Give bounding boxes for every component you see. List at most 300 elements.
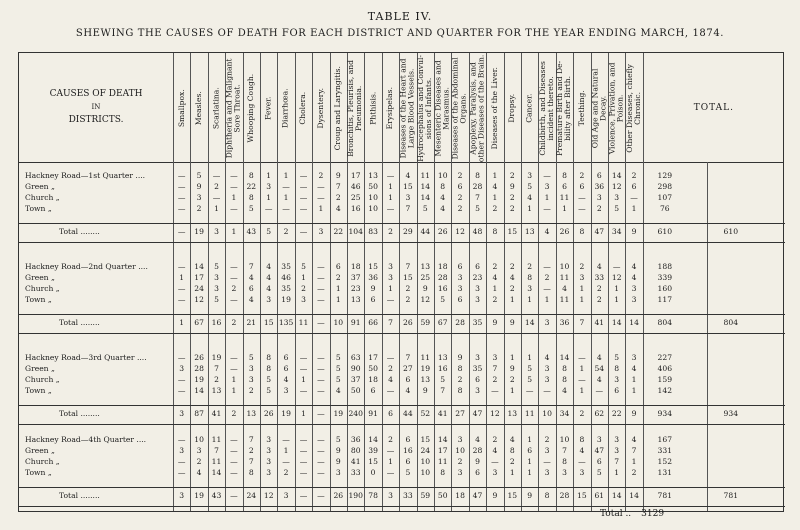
row-cell: — bbox=[177, 193, 186, 202]
row-cell: 14 bbox=[629, 491, 639, 500]
row-cell: 3 bbox=[266, 446, 272, 455]
row-cell: 7 bbox=[214, 446, 219, 455]
row-cell: — bbox=[299, 446, 308, 455]
row-cell: 1 bbox=[492, 284, 498, 293]
column-header-line: bility after Birth. bbox=[563, 75, 573, 141]
table-row bbox=[19, 457, 783, 468]
row-cell: 2 bbox=[509, 171, 515, 180]
row-cell: 1 bbox=[388, 193, 393, 202]
row-cell: 7 bbox=[248, 457, 254, 466]
row-cell: — bbox=[317, 409, 325, 418]
row-cell: 7 bbox=[405, 262, 411, 271]
column-header bbox=[415, 54, 434, 162]
row-cell: 80 bbox=[350, 446, 361, 455]
row-cell: — bbox=[317, 457, 325, 466]
row-cell: — bbox=[177, 262, 186, 271]
row-cell: 7 bbox=[614, 457, 620, 466]
row-cell: 28 bbox=[559, 491, 570, 500]
row-cell: 0 bbox=[370, 468, 376, 477]
row-cell: 135 bbox=[278, 318, 294, 327]
total-rule bbox=[19, 223, 785, 224]
row-cell: 10 bbox=[542, 409, 552, 418]
row-cell: 3 bbox=[283, 386, 289, 395]
row-cell: 10 bbox=[420, 468, 431, 477]
column-header bbox=[591, 57, 608, 159]
row-cell: 3 bbox=[614, 193, 620, 202]
row-cell: 12 bbox=[611, 273, 622, 282]
row-cell: — bbox=[543, 171, 551, 180]
row-cell: 9 bbox=[509, 182, 515, 191]
row-cell: 8 bbox=[579, 227, 585, 236]
row-label: Town „ bbox=[25, 468, 52, 477]
row-cell: 2 bbox=[283, 468, 289, 477]
row-total: 107 bbox=[657, 193, 673, 202]
row-cell: 8 bbox=[440, 182, 446, 191]
row-cell: 5 bbox=[440, 295, 446, 304]
row-cell: 15 bbox=[507, 491, 518, 500]
row-cell: — bbox=[317, 182, 325, 191]
row-label: Town „ bbox=[25, 204, 52, 213]
row-cell: 22 bbox=[611, 409, 622, 418]
row-cell: 2 bbox=[492, 375, 498, 384]
row-cell: 16 bbox=[350, 204, 361, 213]
row-label: Church „ bbox=[25, 457, 60, 466]
column-header-line: Cholera. bbox=[298, 91, 308, 125]
row-cell: 7 bbox=[248, 262, 254, 271]
table-row bbox=[19, 468, 783, 479]
row-cell: 39 bbox=[368, 446, 378, 455]
row-total: 152 bbox=[657, 457, 673, 466]
row-cell: 5 bbox=[266, 386, 272, 395]
row-cell: 1 bbox=[388, 284, 393, 293]
row-cell: 44 bbox=[403, 409, 413, 418]
row-cell: 35 bbox=[472, 364, 483, 373]
row-cell: 1 bbox=[231, 193, 237, 202]
row-cell: 18 bbox=[350, 262, 361, 271]
row-cell: 13 bbox=[350, 295, 361, 304]
column-header bbox=[608, 57, 625, 159]
row-cell: 2 bbox=[596, 204, 602, 213]
row-cell: 41 bbox=[211, 409, 222, 418]
row-cell: 3 bbox=[544, 182, 550, 191]
row-label: Town „ bbox=[25, 295, 52, 304]
row-cell: — bbox=[386, 468, 395, 477]
row-cell: 7 bbox=[405, 204, 411, 213]
column-header-line: Decay. bbox=[598, 95, 608, 121]
column-header-line: Violence, Privation, and bbox=[607, 62, 617, 154]
row-cell: 2 bbox=[596, 284, 602, 293]
row-cell: 4 bbox=[492, 446, 498, 455]
column-header-line: Chronic. bbox=[633, 91, 643, 125]
row-cell: 4 bbox=[596, 353, 602, 362]
total-row bbox=[19, 227, 783, 238]
row-cell: 90 bbox=[350, 364, 361, 373]
row-cell: — bbox=[299, 491, 308, 500]
column-header-line: Whooping Cough. bbox=[246, 73, 256, 143]
row-label: Hackney Road—2nd Quarter .... bbox=[25, 262, 148, 271]
row-cell: 1 bbox=[614, 295, 620, 304]
row-cell: 4 bbox=[248, 295, 254, 304]
row-cell: — bbox=[317, 284, 325, 293]
column-header-line: Measles. bbox=[193, 91, 203, 125]
row-cell: 7 bbox=[579, 318, 585, 327]
row-label: Hackney Road—4th Quarter .... bbox=[25, 435, 147, 444]
row-cell: 29 bbox=[403, 227, 413, 236]
table-title: TABLE IV. bbox=[367, 10, 433, 23]
column-header-line: Smallpox. bbox=[176, 89, 186, 127]
column-header bbox=[521, 57, 538, 159]
row-cell: 7 bbox=[388, 318, 393, 327]
row-cell: — bbox=[612, 262, 621, 271]
row-cell: 2 bbox=[231, 284, 237, 293]
row-cell: 6 bbox=[614, 386, 620, 395]
row-cell: 2 bbox=[492, 435, 498, 444]
row-cell: 2 bbox=[457, 457, 463, 466]
row-label: Green „ bbox=[25, 364, 55, 373]
row-cell: 61 bbox=[594, 491, 605, 500]
row-cell: 17 bbox=[368, 353, 378, 362]
quarter-grand-total: 934 bbox=[723, 409, 739, 418]
causes-header-line-2: IN bbox=[91, 103, 101, 111]
row-cell: 10 bbox=[559, 435, 570, 444]
row-cell: 24 bbox=[246, 491, 257, 500]
row-cell: — bbox=[386, 386, 395, 395]
row-cell: 3 bbox=[544, 446, 550, 455]
row-cell: — bbox=[177, 204, 186, 213]
row-cell: — bbox=[491, 386, 499, 395]
column-header bbox=[225, 57, 242, 159]
row-total: 781 bbox=[657, 491, 673, 500]
row-cell: 3 bbox=[614, 446, 620, 455]
row-cell: — bbox=[230, 295, 238, 304]
row-cell: 16 bbox=[437, 364, 448, 373]
total-rule bbox=[19, 405, 785, 406]
row-cell: 3 bbox=[457, 273, 463, 282]
row-cell: 13 bbox=[368, 171, 378, 180]
row-cell: — bbox=[177, 457, 186, 466]
column-header bbox=[382, 57, 399, 159]
row-cell: 8 bbox=[562, 171, 567, 180]
row-cell: 6 bbox=[370, 386, 376, 395]
row-cell: 28 bbox=[472, 182, 483, 191]
row-cell: 5 bbox=[614, 353, 620, 362]
row-cell: 1 bbox=[179, 318, 185, 327]
row-cell: 1 bbox=[527, 204, 533, 213]
row-cell: 2 bbox=[388, 364, 393, 373]
table-row bbox=[19, 446, 783, 457]
row-cell: 4 bbox=[562, 386, 567, 395]
row-cell: 36 bbox=[368, 273, 378, 282]
row-cell: 14 bbox=[194, 262, 204, 271]
row-cell: — bbox=[282, 204, 290, 213]
row-cell: 1 bbox=[631, 375, 637, 384]
row-cell: — bbox=[212, 171, 221, 180]
row-cell: 2 bbox=[631, 468, 637, 477]
row-cell: — bbox=[317, 353, 325, 362]
column-header-line: Scarlatina. bbox=[211, 87, 221, 129]
row-cell: 8 bbox=[614, 364, 620, 373]
row-cell: 2 bbox=[527, 262, 533, 271]
table-row bbox=[19, 204, 783, 215]
row-cell: 41 bbox=[437, 409, 448, 418]
row-cell: 4 bbox=[544, 227, 550, 236]
row-cell: 1 bbox=[631, 204, 637, 213]
row-cell: 26 bbox=[263, 409, 274, 418]
row-cell: — bbox=[543, 386, 551, 395]
row-cell: 3 bbox=[596, 435, 602, 444]
row-cell: 2 bbox=[335, 273, 341, 282]
row-cell: 3 bbox=[214, 273, 219, 282]
row-cell: 67 bbox=[437, 318, 448, 327]
row-cell: — bbox=[299, 364, 308, 373]
row-cell: 5 bbox=[422, 204, 428, 213]
row-total: 610 bbox=[657, 227, 673, 236]
row-cell: 91 bbox=[368, 409, 378, 418]
row-cell: 19 bbox=[194, 227, 204, 236]
row-cell: 35 bbox=[281, 262, 291, 271]
row-cell: 7 bbox=[405, 353, 411, 362]
row-cell: 36 bbox=[594, 182, 605, 191]
row-cell: 4 bbox=[544, 353, 550, 362]
row-cell: 3 bbox=[596, 193, 602, 202]
row-cell: 2 bbox=[405, 295, 411, 304]
row-label: Total ........ bbox=[59, 491, 100, 500]
row-cell: — bbox=[230, 435, 238, 444]
row-cell: 3 bbox=[457, 468, 463, 477]
row-cell: 14 bbox=[420, 182, 431, 191]
row-cell: 1 bbox=[579, 364, 585, 373]
row-cell: — bbox=[299, 204, 308, 213]
row-cell: 18 bbox=[368, 375, 378, 384]
row-cell: 240 bbox=[348, 409, 363, 418]
row-cell: 104 bbox=[348, 227, 363, 236]
row-cell: 11 bbox=[437, 457, 448, 466]
row-total: 804 bbox=[657, 318, 673, 327]
row-cell: 2 bbox=[388, 227, 393, 236]
row-cell: — bbox=[386, 204, 395, 213]
row-cell: 11 bbox=[420, 171, 431, 180]
row-cell: 6 bbox=[370, 295, 376, 304]
row-cell: 28 bbox=[455, 318, 465, 327]
row-cell: 13 bbox=[420, 262, 431, 271]
causes-header bbox=[19, 53, 173, 162]
row-label: Church „ bbox=[25, 193, 60, 202]
row-cell: 6 bbox=[475, 262, 480, 271]
row-cell: 2 bbox=[544, 273, 550, 282]
row-cell: — bbox=[525, 386, 534, 395]
row-cell: — bbox=[177, 171, 186, 180]
row-cell: 16 bbox=[437, 284, 448, 293]
row-cell: 5 bbox=[335, 435, 341, 444]
row-cell: 67 bbox=[194, 318, 204, 327]
row-total: 331 bbox=[657, 446, 673, 455]
row-cell: 12 bbox=[263, 491, 274, 500]
row-cell: 1 bbox=[179, 273, 185, 282]
block-rule bbox=[19, 506, 785, 507]
row-cell: 11 bbox=[420, 353, 431, 362]
table-row bbox=[19, 284, 783, 295]
row-cell: 15 bbox=[368, 457, 378, 466]
quarter-grand-total: 804 bbox=[723, 318, 739, 327]
row-label: Green „ bbox=[25, 182, 55, 191]
column-header-line: Old Age and Natural bbox=[589, 68, 599, 148]
row-cell: 7 bbox=[631, 446, 637, 455]
column-header-line: Cancer. bbox=[524, 93, 534, 123]
row-cell: 9 bbox=[422, 284, 428, 293]
row-cell: 6 bbox=[405, 457, 411, 466]
row-cell: 6 bbox=[283, 364, 289, 373]
row-cell: 2 bbox=[301, 284, 306, 293]
row-cell: 3 bbox=[335, 468, 341, 477]
row-cell: 6 bbox=[475, 468, 480, 477]
row-cell: 3 bbox=[475, 284, 480, 293]
row-total: 934 bbox=[657, 409, 673, 418]
row-cell: — bbox=[543, 457, 551, 466]
row-cell: 19 bbox=[281, 295, 291, 304]
row-cell: 14 bbox=[524, 318, 535, 327]
row-cell: 3 bbox=[266, 182, 272, 191]
column-header bbox=[330, 57, 347, 159]
row-cell: — bbox=[264, 204, 273, 213]
row-cell: 3 bbox=[248, 375, 254, 384]
row-cell: 43 bbox=[211, 491, 222, 500]
column-header-line: Marasmus. bbox=[441, 86, 451, 130]
row-cell: — bbox=[230, 364, 238, 373]
row-cell: 11 bbox=[211, 457, 222, 466]
row-cell: 9 bbox=[335, 171, 341, 180]
row-cell: 2 bbox=[231, 409, 237, 418]
row-cell: 1 bbox=[579, 386, 585, 395]
row-cell: 14 bbox=[611, 491, 622, 500]
row-cell: 4 bbox=[509, 273, 515, 282]
row-cell: 34 bbox=[559, 409, 570, 418]
column-header-line: incident thereto. bbox=[546, 75, 556, 141]
row-cell: 11 bbox=[524, 409, 535, 418]
row-cell: 1 bbox=[318, 204, 324, 213]
row-cell: 6 bbox=[283, 353, 289, 362]
row-cell: 9 bbox=[370, 284, 376, 293]
row-cell: 1 bbox=[527, 435, 533, 444]
row-cell: 9 bbox=[457, 353, 463, 362]
row-cell: — bbox=[177, 353, 186, 362]
row-cell: 3 bbox=[266, 457, 272, 466]
header-separator bbox=[19, 162, 783, 163]
row-cell: 3 bbox=[301, 295, 306, 304]
row-cell: — bbox=[317, 491, 325, 500]
row-cell: — bbox=[630, 193, 638, 202]
causes-header-line-1: CAUSES OF DEATH bbox=[49, 89, 143, 99]
row-cell: 10 bbox=[420, 457, 431, 466]
row-cell: 4 bbox=[509, 435, 515, 444]
row-cell: 4 bbox=[335, 386, 341, 395]
row-cell: 24 bbox=[420, 446, 431, 455]
row-cell: — bbox=[299, 227, 308, 236]
row-cell: 3 bbox=[614, 435, 620, 444]
row-cell: 12 bbox=[611, 182, 622, 191]
causes-of-death-table bbox=[18, 52, 784, 512]
column-header-line: Teething. bbox=[576, 90, 586, 126]
row-cell: 4 bbox=[335, 204, 341, 213]
row-cell: 5 bbox=[196, 171, 202, 180]
row-cell: 19 bbox=[333, 409, 344, 418]
row-cell: 87 bbox=[194, 409, 204, 418]
row-cell: 9 bbox=[335, 446, 341, 455]
row-cell: 5 bbox=[335, 364, 341, 373]
row-cell: 3 bbox=[579, 468, 585, 477]
row-cell: 1 bbox=[509, 353, 515, 362]
column-header-line: Hydrocephalus and Convul- bbox=[415, 54, 425, 162]
row-cell: 26 bbox=[333, 491, 344, 500]
column-header bbox=[173, 57, 190, 159]
row-cell: 2 bbox=[214, 182, 219, 191]
grand-total-value: 3129 bbox=[641, 509, 665, 519]
row-cell: 6 bbox=[631, 182, 637, 191]
row-cell: 11 bbox=[298, 318, 309, 327]
column-header bbox=[208, 57, 225, 159]
row-cell: 1 bbox=[614, 468, 620, 477]
row-cell: 27 bbox=[403, 364, 413, 373]
row-cell: 1 bbox=[283, 193, 289, 202]
table-row bbox=[19, 171, 783, 182]
row-cell: 8 bbox=[457, 386, 463, 395]
row-total: 160 bbox=[657, 284, 673, 293]
quarter-grand-total: 610 bbox=[723, 227, 739, 236]
row-cell: 5 bbox=[475, 204, 480, 213]
column-header bbox=[190, 57, 207, 159]
causes-header-line-3: DISTRICTS. bbox=[68, 115, 124, 125]
row-cell: 4 bbox=[196, 468, 202, 477]
row-cell: 1 bbox=[579, 284, 585, 293]
row-cell: 4 bbox=[596, 375, 602, 384]
row-cell: — bbox=[299, 171, 308, 180]
row-total: 298 bbox=[657, 182, 673, 191]
row-cell: 4 bbox=[405, 171, 411, 180]
table-row bbox=[19, 262, 783, 273]
row-cell: 13 bbox=[507, 409, 518, 418]
row-cell: 2 bbox=[579, 409, 585, 418]
row-cell: 4 bbox=[266, 273, 272, 282]
row-cell: 1 bbox=[614, 284, 620, 293]
row-cell: 13 bbox=[246, 409, 257, 418]
row-cell: — bbox=[578, 204, 586, 213]
row-cell: 2 bbox=[318, 171, 324, 180]
row-cell: 7 bbox=[492, 364, 498, 373]
column-header-line: Diseases of the Abdominal bbox=[450, 56, 460, 160]
row-cell: 33 bbox=[350, 468, 361, 477]
row-total: 227 bbox=[657, 353, 673, 362]
row-cell: — bbox=[299, 193, 308, 202]
row-cell: 4 bbox=[405, 386, 411, 395]
column-header bbox=[556, 57, 573, 159]
row-cell: 2 bbox=[492, 262, 498, 271]
row-cell: 36 bbox=[559, 318, 570, 327]
row-cell: 1 bbox=[527, 468, 533, 477]
row-cell: 1 bbox=[214, 204, 219, 213]
column-header-line: Large Blood Vessels. bbox=[406, 68, 416, 148]
row-cell: 14 bbox=[611, 171, 622, 180]
row-cell: 3 bbox=[266, 295, 272, 304]
row-cell: 41 bbox=[350, 457, 361, 466]
row-cell: 9 bbox=[475, 457, 480, 466]
block-rule bbox=[19, 424, 785, 425]
row-cell: — bbox=[230, 273, 238, 282]
row-cell: — bbox=[177, 375, 186, 384]
row-cell: 1 bbox=[231, 375, 237, 384]
row-cell: 3 bbox=[457, 284, 463, 293]
row-cell: 2 bbox=[596, 295, 602, 304]
block-rule bbox=[19, 333, 785, 334]
row-cell: 9 bbox=[631, 409, 637, 418]
